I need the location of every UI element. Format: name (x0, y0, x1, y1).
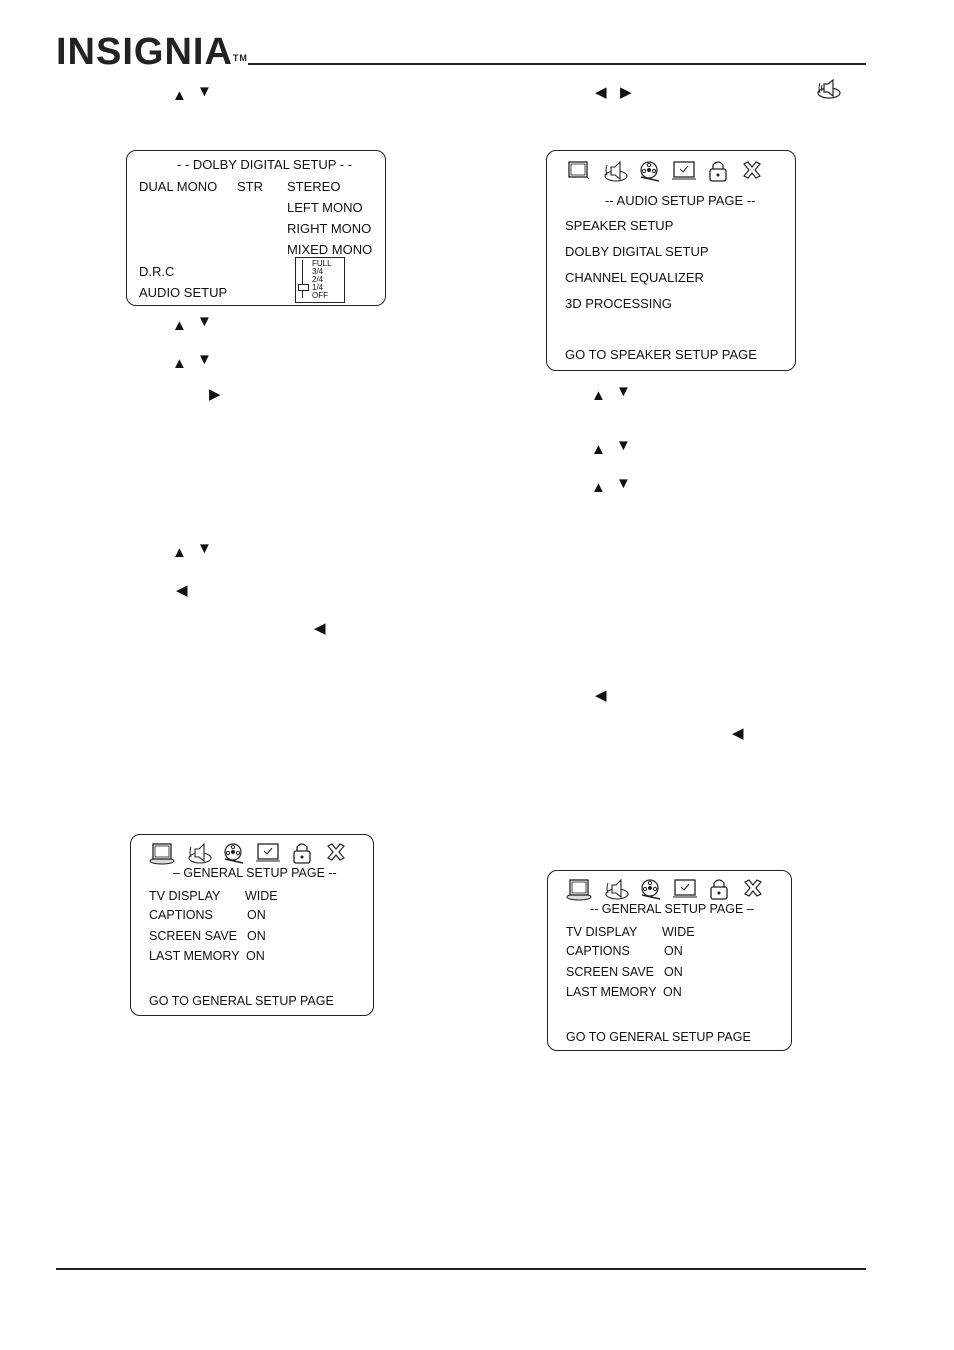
option-left-mono[interactable]: LEFT MONO (287, 200, 363, 215)
menu-item-speaker-setup[interactable]: SPEAKER SETUP (565, 218, 674, 233)
menu-title: – GENERAL SETUP PAGE -- (173, 866, 337, 880)
drc-level-3-4: 3/4 (312, 267, 324, 276)
menu-title: -- GENERAL SETUP PAGE – (590, 902, 754, 916)
row-label-screen-save[interactable]: SCREEN SAVE (149, 929, 237, 943)
left-arrow-icon: ◀ (732, 725, 744, 742)
down-arrow-icon: ▼ (197, 83, 212, 100)
down-arrow-icon: ▼ (616, 437, 631, 454)
row-value-captions: ON (664, 944, 683, 958)
row-label-tv-display[interactable]: TV DISPLAY (149, 889, 221, 903)
dolby-digital-setup-menu (126, 150, 386, 306)
down-arrow-icon: ▼ (197, 540, 212, 557)
general-setup-page-menu (547, 870, 792, 1051)
row-value-tv-display: WIDE (662, 925, 695, 939)
up-arrow-icon: ▲ (591, 441, 606, 458)
up-arrow-icon: ▲ (591, 387, 606, 404)
left-arrow-icon: ◀ (314, 620, 326, 637)
down-arrow-icon: ▼ (197, 351, 212, 368)
preference-icon[interactable] (668, 877, 702, 901)
tv-display-icon[interactable] (566, 877, 600, 901)
row-label-last-memory[interactable]: LAST MEMORY (566, 985, 657, 999)
drc-slider[interactable] (295, 257, 345, 303)
up-arrow-icon: ▲ (172, 317, 187, 334)
menu-footer: GO TO SPEAKER SETUP PAGE (565, 347, 757, 362)
tv-display-icon[interactable] (565, 159, 599, 183)
str-label: STR (237, 179, 263, 194)
audio-speaker-icon[interactable] (599, 159, 633, 183)
preference-icon[interactable] (667, 159, 701, 183)
dual-mono-label[interactable]: DUAL MONO (139, 179, 218, 194)
video-reel-icon[interactable] (633, 159, 667, 183)
menu-footer: GO TO GENERAL SETUP PAGE (566, 1030, 751, 1044)
down-arrow-icon: ▼ (616, 383, 631, 400)
down-arrow-icon: ▼ (197, 313, 212, 330)
menu-icon-bar (566, 877, 770, 901)
audio-speaker-icon[interactable] (600, 877, 634, 901)
drc-level-1-4: 1/4 (312, 283, 324, 292)
footer-rule (56, 1268, 866, 1270)
password-lock-icon[interactable] (285, 841, 319, 865)
row-label-captions[interactable]: CAPTIONS (566, 944, 630, 958)
row-label-screen-save[interactable]: SCREEN SAVE (566, 965, 654, 979)
menu-footer: GO TO GENERAL SETUP PAGE (149, 994, 334, 1008)
preference-icon[interactable] (251, 841, 285, 865)
left-arrow-icon: ◀ (176, 582, 188, 599)
row-value-last-memory: ON (246, 949, 265, 963)
row-label-captions[interactable]: CAPTIONS (149, 908, 213, 922)
general-setup-page-menu (130, 834, 374, 1016)
option-stereo[interactable]: STEREO (287, 179, 341, 194)
audio-speaker-icon[interactable] (183, 841, 217, 865)
menu-icon-bar (149, 841, 353, 865)
video-reel-icon[interactable] (634, 877, 668, 901)
menu-item-channel-equalizer[interactable]: CHANNEL EQUALIZER (565, 270, 704, 285)
right-arrow-icon: ▶ (209, 386, 221, 403)
brand-logo: INSIGNIA™ (56, 31, 248, 73)
drc-level-full: FULL (312, 259, 332, 268)
left-arrow-icon: ◀ (595, 687, 607, 704)
up-arrow-icon: ▲ (591, 479, 606, 496)
option-right-mono[interactable]: RIGHT MONO (287, 221, 372, 236)
password-lock-icon[interactable] (701, 159, 735, 183)
menu-title: - - DOLBY DIGITAL SETUP - - (177, 157, 353, 172)
row-label-last-memory[interactable]: LAST MEMORY (149, 949, 240, 963)
down-arrow-icon: ▼ (616, 475, 631, 492)
drc-level-2-4: 2/4 (312, 275, 324, 284)
exit-x-icon[interactable] (736, 877, 770, 901)
exit-x-icon[interactable] (319, 841, 353, 865)
row-value-screen-save: ON (664, 965, 683, 979)
up-arrow-icon: ▲ (172, 544, 187, 561)
video-reel-icon[interactable] (217, 841, 251, 865)
up-arrow-icon: ▲ (172, 355, 187, 372)
menu-item-3d-processing[interactable]: 3D PROCESSING (565, 296, 672, 311)
password-lock-icon[interactable] (702, 877, 736, 901)
audio-setup-label[interactable]: AUDIO SETUP (139, 285, 228, 300)
drc-label[interactable]: D.R.C (139, 264, 175, 279)
drc-slider-track (302, 260, 303, 298)
row-value-screen-save: ON (247, 929, 266, 943)
row-label-tv-display[interactable]: TV DISPLAY (566, 925, 638, 939)
audio-speaker-icon (816, 78, 842, 100)
tv-display-icon[interactable] (149, 841, 183, 865)
menu-icon-bar (565, 159, 769, 183)
right-arrow-icon: ▶ (620, 84, 632, 101)
exit-x-icon[interactable] (735, 159, 769, 183)
menu-title: -- AUDIO SETUP PAGE -- (605, 193, 756, 208)
row-value-captions: ON (247, 908, 266, 922)
left-arrow-icon: ◀ (595, 84, 607, 101)
row-value-tv-display: WIDE (245, 889, 278, 903)
audio-setup-page-menu (546, 150, 796, 371)
row-value-last-memory: ON (663, 985, 682, 999)
up-arrow-icon: ▲ (172, 87, 187, 104)
option-mixed-mono[interactable]: MIXED MONO (287, 242, 373, 257)
drc-level-off: OFF (312, 291, 328, 300)
menu-item-dolby-digital-setup[interactable]: DOLBY DIGITAL SETUP (565, 244, 709, 259)
header-rule (248, 63, 866, 65)
drc-slider-knob[interactable] (298, 284, 309, 291)
